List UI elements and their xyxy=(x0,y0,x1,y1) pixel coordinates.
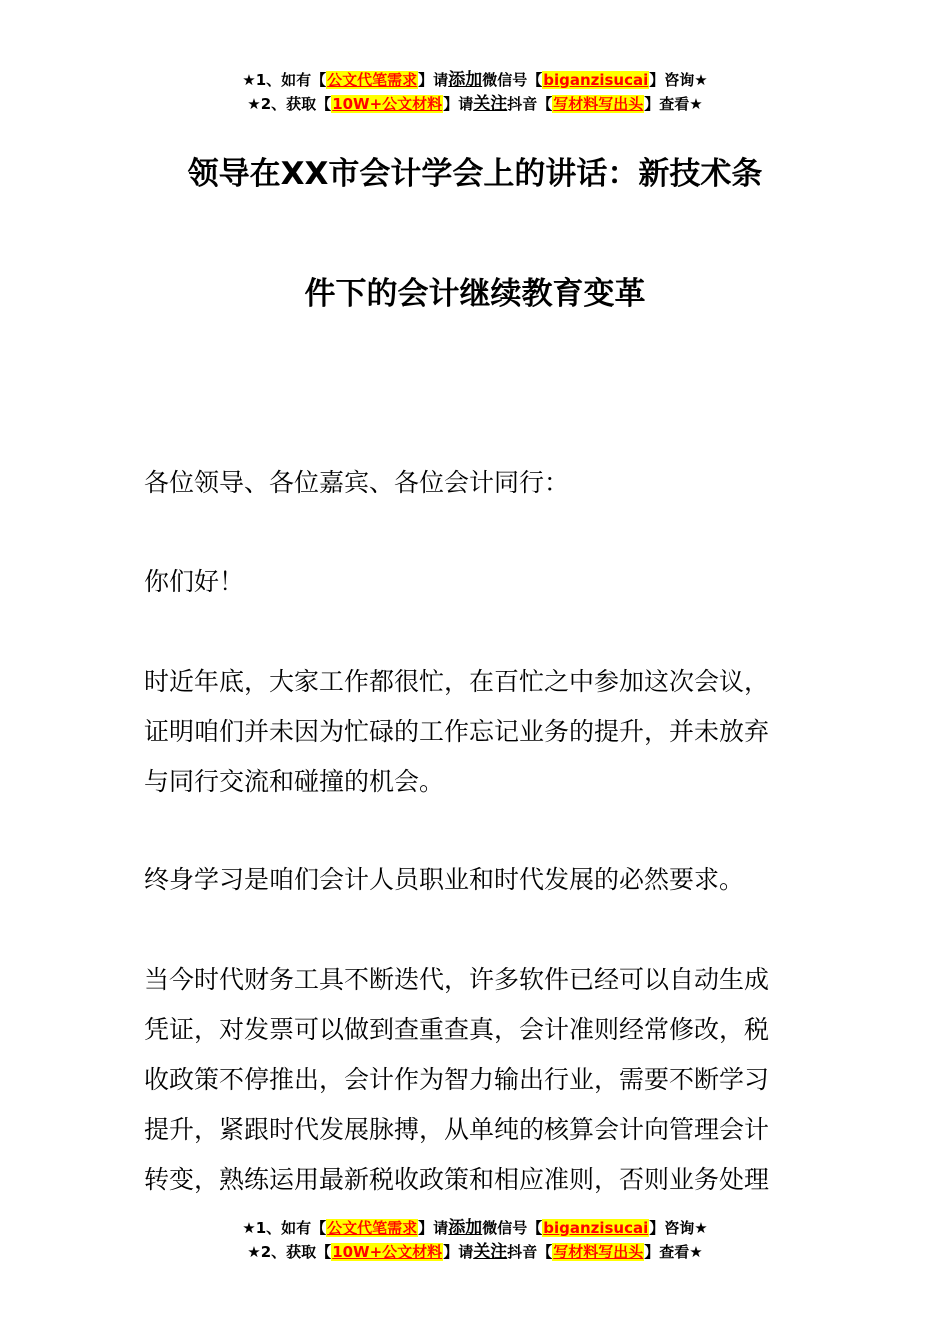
top-banner xyxy=(0,68,950,116)
document-title-line-1: 领导在XX市会计学会上的讲话：新技术条 xyxy=(187,156,763,192)
highlight-wechat-id: biganzisucai xyxy=(543,71,649,89)
paragraph-line: 收政策不停推出，会计作为智力输出行业，需要不断学习 xyxy=(144,1065,770,1094)
banner-line-1: ★1、如有【公文代笔需求】请添加微信号【biganzisucai】咨询★ xyxy=(242,70,708,90)
banner-line-1: ★1、如有【公文代笔需求】请添加微信号【biganzisucai】咨询★ xyxy=(242,1218,708,1238)
highlight-materials: 10W+公文材料 xyxy=(332,1243,443,1261)
paragraph-line: 证明咱们并未因为忙碌的工作忘记业务的提升，并未放弃 xyxy=(144,717,770,746)
paragraph-1 xyxy=(144,657,809,807)
paragraph-line: 与同行交流和碰撞的机会。 xyxy=(144,767,445,796)
paragraph-3 xyxy=(144,955,809,1205)
document-title-line-2: 件下的会计继续教育变革 xyxy=(304,276,646,312)
paragraph-line: 提升，紧跟时代发展脉搏，从单纯的核算会计向管理会计 xyxy=(144,1115,770,1144)
highlight-materials: 10W+公文材料 xyxy=(332,95,443,113)
highlight-service: 公文代笔需求 xyxy=(327,71,418,89)
highlight-service: 公文代笔需求 xyxy=(327,1219,418,1237)
banner-line-2: ★2、获取【10W+公文材料】请关注抖音【写材料写出头】查看★ xyxy=(247,1242,703,1262)
paragraph-line: 时近年底，大家工作都很忙，在百忙之中参加这次会议， xyxy=(144,667,770,696)
salutation: 你们好！ xyxy=(144,567,245,596)
paragraph-line: 当今时代财务工具不断迭代，许多软件已经可以自动生成 xyxy=(144,965,770,994)
paragraph-2: 终身学习是咱们会计人员职业和时代发展的必然要求。 xyxy=(144,865,745,894)
bottom-banner xyxy=(0,1216,950,1264)
highlight-douyin-id: 写材料写出头 xyxy=(553,95,644,113)
paragraph-line: 转变，熟练运用最新税收政策和相应准则，否则业务处理 xyxy=(144,1165,770,1194)
highlight-douyin-id: 写材料写出头 xyxy=(553,1243,644,1261)
paragraph-line: 凭证，对发票可以做到查重查真，会计准则经常修改，税 xyxy=(144,1015,770,1044)
greeting: 各位领导、各位嘉宾、各位会计同行： xyxy=(144,468,570,497)
highlight-wechat-id: biganzisucai xyxy=(543,1219,649,1237)
banner-line-2: ★2、获取【10W+公文材料】请关注抖音【写材料写出头】查看★ xyxy=(247,94,703,114)
